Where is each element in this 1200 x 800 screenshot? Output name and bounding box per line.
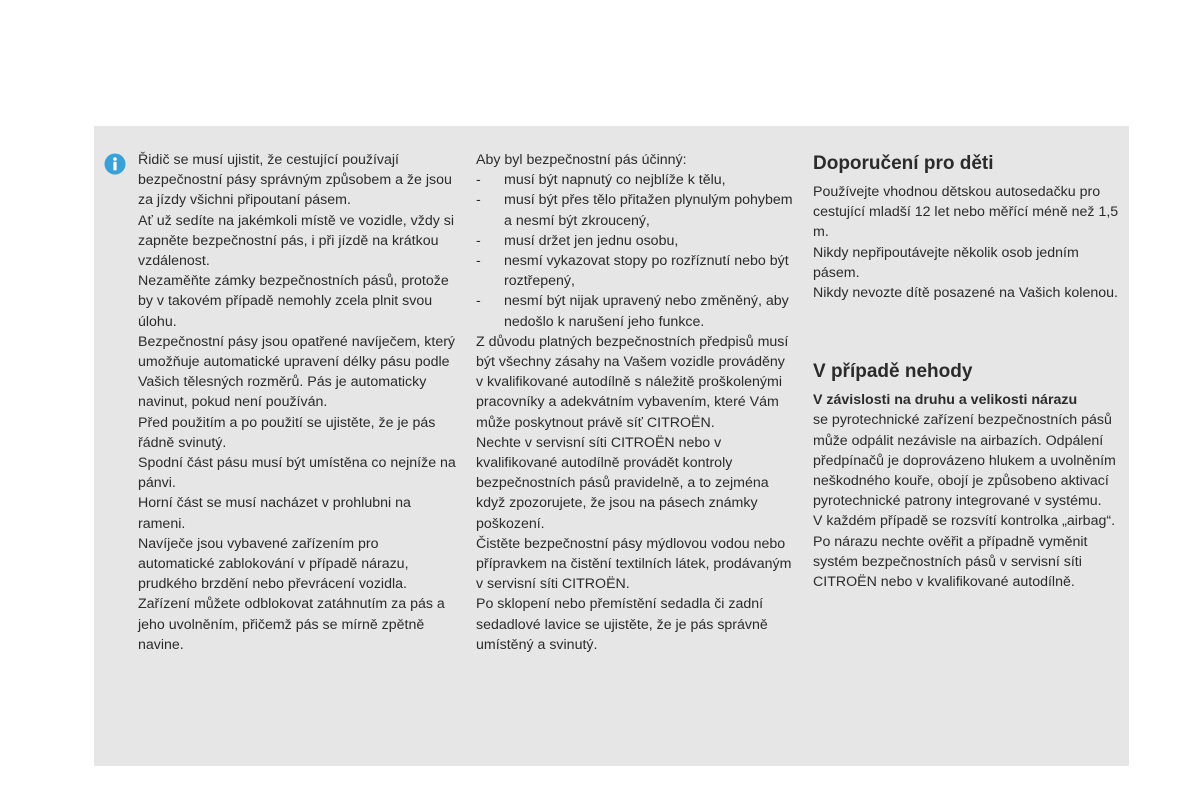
paragraph: Z důvodu platných bezpečnostních předpisů musí být všechny zásahy na Vašem vozidle prováděny v kvalifikované autodílně s náležitě proškolenými pracovníky a adekvátním vybavením, které Vám může poskytnout právě síť CITROËN. <box>476 333 789 431</box>
requirements-list <box>476 170 794 332</box>
paragraph: Po sklopení nebo přemístění sedadla či zadní sedadlové lavice se ujistěte, že je pás správně umístěný a svinutý. <box>476 596 768 653</box>
column-middle <box>476 150 794 655</box>
paragraph: Spodní část pásu musí být umístěna co nejníže na pánvi. <box>138 455 456 492</box>
paragraph: Před použitím a po použití se ujistěte, že je pás řádně svinutý. <box>138 414 436 451</box>
paragraph: Používejte vhodnou dětskou autosedačku pro cestující mladší 12 let nebo měřící méně než 1,5 m. <box>813 184 1119 241</box>
paragraph: Ať už sedíte na jakémkoli místě ve vozidle, vždy si zapněte bezpečnostní pás, i při jízdě na krátkou vzdálenost. <box>138 212 454 270</box>
subheading: V závislosti na druhu a velikosti nárazu <box>813 392 1078 409</box>
paragraph: Navíječe jsou vybavené zařízením pro automatické zablokování v případě nárazu, prudkého brzdění nebo převrácení vozidla. Zařízení můžete odblokovat zatáhnutím za pás a jeho uvolněním, přičemž pás se mírně zpětně navine. <box>138 535 445 653</box>
paragraph: Horní část se musí nacházet v prohlubni na rameni. <box>138 495 411 532</box>
dash-marker: - <box>476 192 481 209</box>
column-right <box>813 150 1123 592</box>
paragraph: Čistěte bezpečnostní pásy mýdlovou vodou nebo přípravkem na čistění textilních látek, prodávaným v servisní síti CITROËN. <box>476 535 792 593</box>
paragraph: Nechte v servisní síti CITROËN nebo v kvalifikované autodílně provádět kontroly bezpečnostních pásů pravidelně, a to zejména když zpozorujete, že jsou na pásech známky poškození. <box>476 434 769 532</box>
paragraph: Nikdy nevozte dítě posazené na Vašich kolenou. <box>813 285 1118 302</box>
list-item: - musí držet jen jednu osobu, <box>476 231 794 251</box>
dash-marker: - <box>476 253 481 270</box>
paragraph: Nikdy nepřipoutávejte několik osob jedním pásem. <box>813 244 1079 281</box>
paragraph: se pyrotechnické zařízení bezpečnostních pásů může odpálit nezávisle na airbazích. Odpálení předpínačů je doprovázeno hlukem a uvolněním neškodného kouře, obojí je způsobeno aktivací pyrotechnické patrony integrované v systému. <box>813 412 1116 510</box>
dash-marker: - <box>476 172 481 189</box>
column-left <box>138 150 458 655</box>
paragraph: Řidič se musí ujistit, že cestující používají bezpečnostní pásy správným způsobem a že jsou za jízdy všichni připoutaní pásem. <box>138 152 452 209</box>
dash-marker: - <box>476 232 481 249</box>
paragraph: Bezpečnostní pásy jsou opatřené navíječem, který umožňuje automatické upravení délky pásu podle Vašich tělesných rozměrů. Pás je automaticky navinut, pokud není používán. <box>138 333 456 411</box>
paragraph: Po nárazu nechte ověřit a případně vyměnit systém bezpečnostních pásů v servisní síti CITROËN nebo v kvalifikované autodílně. <box>813 533 1088 591</box>
list-intro: Aby byl bezpečnostní pás účinný: <box>476 152 687 168</box>
list-item: - musí být přes tělo přitažen plynulým pohybem a nesmí být zkroucený, <box>476 192 793 229</box>
section-spacer <box>813 303 1123 359</box>
info-icon <box>104 153 126 175</box>
dash-marker: - <box>476 293 481 310</box>
list-item: - nesmí vykazovat stopy po rozříznutí nebo být roztřepený, <box>476 253 789 290</box>
list-item: - nesmí být nijak upravený nebo změněný, aby nedošlo k narušení jeho funkce. <box>476 293 789 330</box>
section-heading-children: Doporučení pro děti <box>813 153 994 174</box>
paragraph: Nezaměňte zámky bezpečnostních pásů, protože by v takovém případě nemohly zcela plnit svou úlohu. <box>138 273 449 330</box>
section-heading-accident: V případě nehody <box>813 361 973 383</box>
list-item: - musí být napnutý co nejblíže k tělu, <box>476 170 794 190</box>
paragraph: V každém případě se rozsvítí kontrolka „airbag“. <box>813 513 1116 530</box>
